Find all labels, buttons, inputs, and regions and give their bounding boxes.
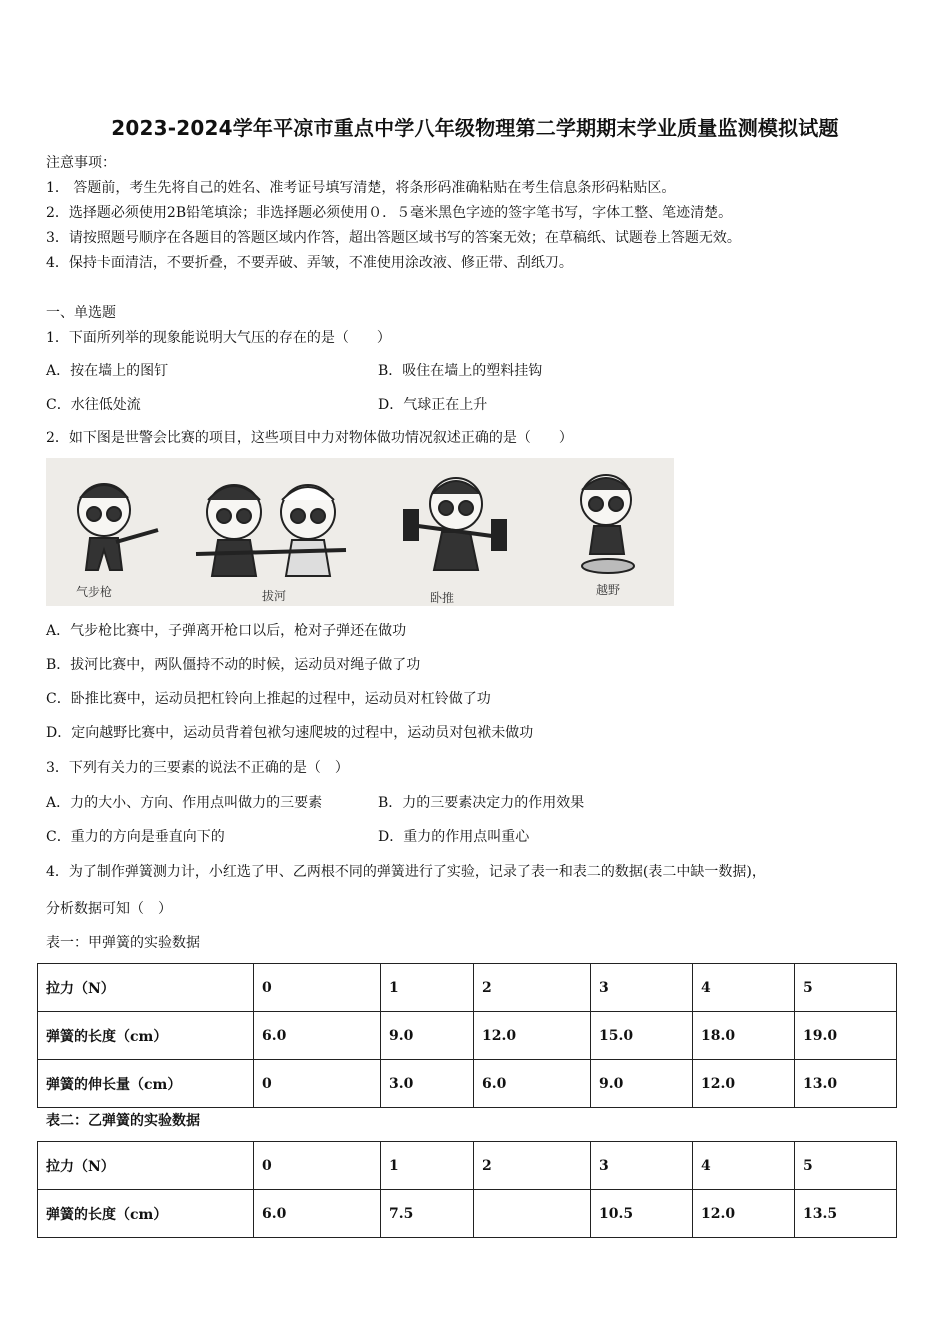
figure-label-rifle: 气步枪 — [76, 585, 113, 599]
table-cell: 5 — [795, 1142, 897, 1190]
question-2-option-c: C．卧推比赛中，运动员把杠铃向上推起的过程中，运动员对杠铃做了功 — [46, 691, 491, 707]
table-cell: 6.0 — [254, 1190, 381, 1238]
table-cell: 3.0 — [381, 1060, 474, 1108]
table-cell: 3 — [591, 1142, 693, 1190]
table-cell: 5 — [795, 964, 897, 1012]
section-heading: 一、单选题 — [46, 305, 116, 321]
table-cell: 弹簧的伸长量（cm） — [38, 1060, 254, 1108]
table-cell: 9.0 — [591, 1060, 693, 1108]
table-cell: 12.0 — [474, 1012, 591, 1060]
question-1-option-a: A．按在墙上的图钉 — [46, 363, 169, 379]
table-cell: 13.0 — [795, 1060, 897, 1108]
cross-country-illustration — [581, 475, 634, 573]
table-cell: 18.0 — [693, 1012, 795, 1060]
table-2-caption: 表二：乙弹簧的实验数据 — [46, 1113, 200, 1129]
table-cell: 13.5 — [795, 1190, 897, 1238]
table-row — [38, 964, 897, 1012]
question-3-option-a: A．力的大小、方向、作用点叫做力的三要素 — [46, 795, 323, 811]
figure-label-country: 越野 — [596, 583, 621, 597]
notice-item: 1． 答题前，考生先将自己的姓名、准考证号填写清楚，将条形码准确粘贴在考生信息条形码粘贴区。 — [46, 180, 676, 196]
question-2-option-d: D．定向越野比赛中，运动员背着包袱匀速爬坡的过程中，运动员对包袱未做功 — [46, 725, 534, 741]
table-2 — [37, 1141, 897, 1238]
question-3-option-d: D．重力的作用点叫重心 — [378, 829, 530, 845]
table-cell: 12.0 — [693, 1190, 795, 1238]
rifle-panda-illustration — [78, 484, 158, 570]
question-3-option-c: C．重力的方向是垂直向下的 — [46, 829, 225, 845]
notice-item: 4．保持卡面清洁，不要折叠，不要弄破、弄皱，不准使用涂改液、修正带、刮纸刀。 — [46, 255, 573, 271]
table-cell: 拉力（N） — [38, 964, 254, 1012]
table-cell: 1 — [381, 964, 474, 1012]
table-cell: 0 — [254, 1060, 381, 1108]
sports-figure — [46, 458, 674, 606]
table-cell: 3 — [591, 964, 693, 1012]
table-cell: 15.0 — [591, 1012, 693, 1060]
figure-label-tug: 拔河 — [262, 589, 287, 603]
notice-item: 2．选择题必须使用2B铅笔填涂；非选择题必须使用０．５毫米黑色字迹的签字笔书写，字体工整、笔迹清楚。 — [46, 205, 733, 221]
question-3-option-b: B．力的三要素决定力的作用效果 — [378, 795, 585, 811]
question-4-stem-continued: 分析数据可知（ ） — [46, 901, 172, 917]
table-row — [38, 1060, 897, 1108]
table-cell: 2 — [474, 1142, 591, 1190]
table-cell: 0 — [254, 1142, 381, 1190]
notice-item: 3．请按照题号顺序在各题目的答题区域内作答，超出答题区域书写的答案无效；在草稿纸、试题卷上答题无效。 — [46, 230, 741, 246]
question-2-option-b: B．拔河比赛中，两队僵持不动的时候，运动员对绳子做了功 — [46, 657, 421, 673]
table-cell: 4 — [693, 964, 795, 1012]
question-2-stem: 2．如下图是世警会比赛的项目，这些项目中力对物体做功情况叙述正确的是（ ） — [46, 430, 573, 446]
table-cell: 弹簧的长度（cm） — [38, 1012, 254, 1060]
table-cell: 19.0 — [795, 1012, 897, 1060]
figure-label-bench: 卧推 — [430, 591, 455, 605]
table-cell: 7.5 — [381, 1190, 474, 1238]
table-cell: 0 — [254, 964, 381, 1012]
question-1-option-d: D．气球正在上升 — [378, 397, 488, 413]
table-cell: 弹簧的长度（cm） — [38, 1190, 254, 1238]
table-cell: 9.0 — [381, 1012, 474, 1060]
table-cell: 12.0 — [693, 1060, 795, 1108]
page-title: 2023-2024学年平凉市重点中学八年级物理第二学期期末学业质量监测模拟试题 — [111, 116, 839, 140]
tug-of-war-illustration — [196, 485, 346, 576]
question-1-option-c: C．水往低处流 — [46, 397, 141, 413]
question-4-stem: 4．为了制作弹簧测力计，小红选了甲、乙两根不同的弹簧进行了实验，记录了表一和表二的数据(表二中缺一数据)， — [46, 864, 766, 880]
question-1-option-b: B．吸住在墙上的塑料挂钩 — [378, 363, 543, 379]
table-row — [38, 1012, 897, 1060]
notice-heading: 注意事项： — [46, 155, 116, 171]
table-cell — [474, 1190, 591, 1238]
table-cell: 1 — [381, 1142, 474, 1190]
table-cell: 4 — [693, 1142, 795, 1190]
table-1-caption: 表一：甲弹簧的实验数据 — [46, 935, 200, 951]
question-1-stem: 1．下面所列举的现象能说明大气压的存在的是（ ） — [46, 330, 391, 346]
question-3-stem: 3．下列有关力的三要素的说法不正确的是（ ） — [46, 760, 349, 776]
table-cell: 拉力（N） — [38, 1142, 254, 1190]
table-row — [38, 1190, 897, 1238]
table-cell: 6.0 — [474, 1060, 591, 1108]
bench-press-illustration — [404, 478, 506, 570]
table-cell: 10.5 — [591, 1190, 693, 1238]
table-1 — [37, 963, 897, 1108]
question-2-option-a: A．气步枪比赛中，子弹离开枪口以后，枪对子弹还在做功 — [46, 623, 407, 639]
table-row — [38, 1142, 897, 1190]
table-cell: 6.0 — [254, 1012, 381, 1060]
table-cell: 2 — [474, 964, 591, 1012]
